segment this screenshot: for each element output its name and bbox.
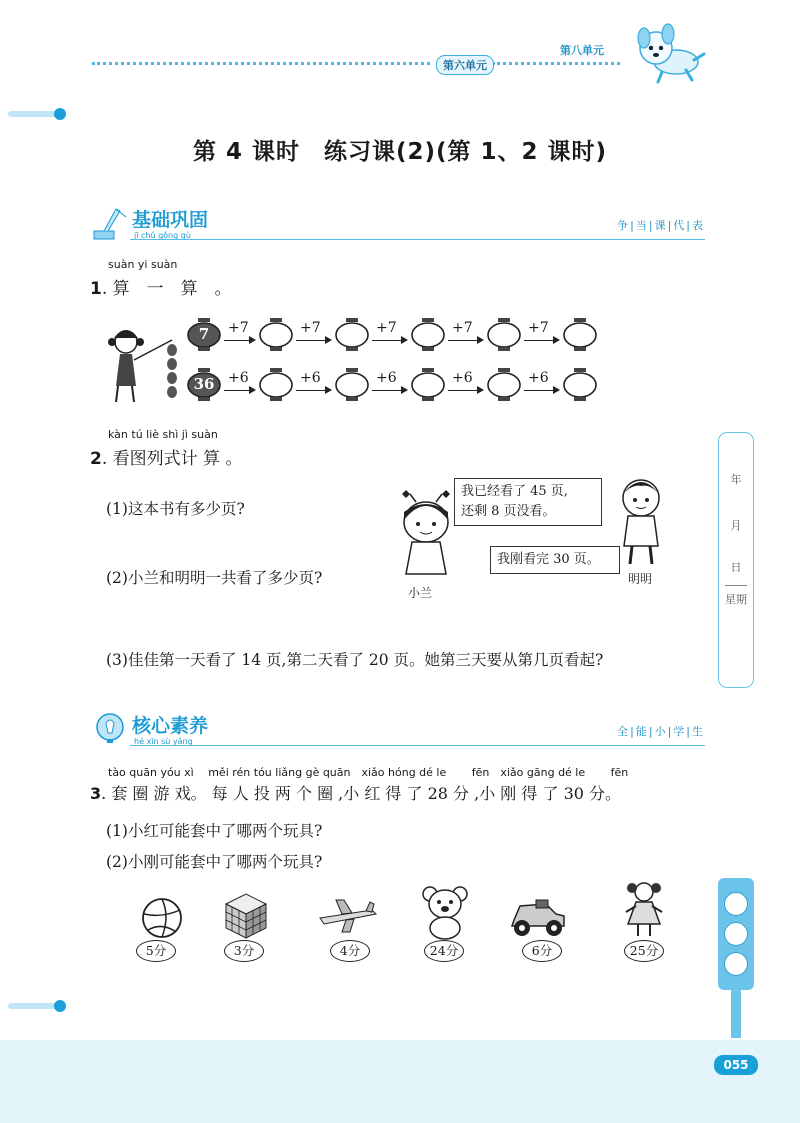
q2-number: 2	[90, 449, 102, 469]
bottom-band	[0, 1040, 800, 1123]
lantern-blank[interactable]	[258, 318, 294, 350]
lantern-start	[186, 368, 222, 400]
traffic-light-icon	[718, 878, 754, 990]
toy-car-icon	[506, 894, 570, 938]
q3-sub-1: (1)小红可能套中了哪两个玩具?	[106, 822, 323, 840]
q1-number: 1	[90, 279, 102, 299]
traffic-light-pole	[731, 990, 741, 1038]
traffic-light-lamp	[724, 922, 748, 946]
unit-tag: 第六单元	[436, 55, 494, 75]
date-box	[718, 432, 754, 688]
lantern-blank[interactable]	[334, 318, 370, 350]
step-arrow	[224, 340, 254, 341]
date-month: 月	[730, 519, 742, 532]
name-xiaolan: 小兰	[408, 586, 433, 600]
step-operator: +7	[300, 320, 321, 336]
page-title: 第 4 课时 练习课(2)(第 1、2 课时)	[192, 139, 608, 165]
section-header-basic	[90, 205, 705, 245]
q2-sub-3: (3)佳佳第一天看了 14 页,第二天看了 20 页。她第三天要从第几页看起?	[106, 651, 604, 669]
traffic-light-lamp	[724, 952, 748, 976]
doll-icon	[622, 878, 666, 940]
crane-icon	[90, 205, 130, 241]
date-week: 星期	[725, 593, 747, 606]
unit-eight-label: 第八单元	[560, 44, 604, 57]
section-pinyin-core: hé xīn sù yǎng	[134, 737, 193, 746]
step-operator: +7	[452, 320, 473, 336]
step-arrow	[296, 390, 330, 391]
step-operator: +7	[376, 320, 397, 336]
left-sidebar-dot-bottom	[54, 1000, 66, 1012]
left-sidebar-dot-top	[54, 108, 66, 120]
lantern-blank[interactable]	[410, 368, 446, 400]
name-mingming: 明明	[628, 572, 653, 586]
bubble-xiaolan-line2: 还剩 8 页没看。	[461, 504, 556, 520]
step-arrow	[296, 340, 330, 341]
left-sidebar-bar-top	[8, 111, 60, 117]
q2-sub-2: (2)小兰和明明一共看了多少页?	[106, 569, 323, 587]
section-underline	[130, 745, 705, 746]
lantern-blank[interactable]	[334, 368, 370, 400]
lantern-blank[interactable]	[562, 368, 598, 400]
step-arrow	[524, 340, 558, 341]
puppy-mascot-icon	[632, 20, 708, 88]
q3-sub-2: (2)小刚可能套中了哪两个玩具?	[106, 853, 323, 871]
section-motto-core: 全|能|小|学|生	[617, 725, 705, 738]
step-arrow	[448, 340, 482, 341]
boy-mingming-icon	[606, 474, 676, 570]
page-number: 055	[714, 1055, 758, 1075]
step-operator: +6	[228, 370, 249, 386]
q2-text	[90, 444, 242, 469]
score-volleyball: 5分	[136, 940, 176, 962]
bubble-xiaolan-line1: 我已经看了 45 页,	[461, 484, 568, 499]
volleyball-icon	[140, 896, 184, 940]
lantern-blank[interactable]	[410, 318, 446, 350]
q1-text	[90, 274, 232, 299]
section-pinyin-basic: jī chǔ gǒng gù	[134, 231, 191, 240]
q3-prompt: . 套 圈 游 戏。 每 人 投 两 个 圈 ,小 红 得 了 28 分 ,小 刚 得 了 30 分。	[101, 784, 622, 803]
lantern-blank[interactable]	[562, 318, 598, 350]
q1-prompt: . 算 一 算 。	[101, 279, 232, 299]
bubble-mingming-text: 我刚看完 30 页。	[497, 552, 600, 567]
lightbulb-icon	[92, 711, 128, 747]
lantern-blank[interactable]	[258, 368, 294, 400]
q2-sub-1: (1)这本书有多少页?	[106, 500, 245, 518]
header-dotted-line-left	[92, 62, 430, 65]
lantern-start-number: 7	[198, 325, 210, 343]
date-day: 日	[730, 561, 742, 574]
step-operator: +6	[452, 370, 473, 386]
airplane-icon	[316, 896, 378, 936]
step-arrow	[372, 340, 406, 341]
teddy-bear-icon	[420, 884, 470, 940]
score-rubiks-cube: 3分	[224, 940, 264, 962]
section-title-basic: 基础巩固	[132, 209, 209, 231]
girl-with-lanterns-icon	[104, 320, 182, 408]
step-operator: +6	[528, 370, 549, 386]
q3-text	[90, 781, 621, 804]
step-arrow	[448, 390, 482, 391]
date-year: 年	[730, 473, 742, 486]
q1-pinyin: suàn yi suàn	[108, 258, 178, 271]
header-dotted-line-right	[492, 62, 620, 65]
lantern-blank[interactable]	[486, 318, 522, 350]
lantern-start	[186, 318, 222, 350]
section-motto-basic: 争|当|课|代|表	[617, 219, 705, 232]
score-airplane: 4分	[330, 940, 370, 962]
step-arrow	[372, 390, 406, 391]
q2-prompt: . 看图列式计 算 。	[101, 449, 243, 469]
date-divider	[725, 585, 747, 586]
q2-pinyin: kàn tú liè shì jì suàn	[108, 428, 218, 441]
rubiks-cube-icon	[220, 890, 272, 940]
section-header-core	[90, 711, 705, 751]
speech-bubble-xiaolan	[454, 478, 602, 526]
left-sidebar-bar-bottom	[8, 1003, 60, 1009]
speech-bubble-mingming	[490, 546, 620, 574]
step-operator: +7	[228, 320, 249, 336]
lantern-blank[interactable]	[486, 368, 522, 400]
section-title-core: 核心素养	[132, 715, 209, 737]
step-operator: +6	[376, 370, 397, 386]
q3-number: 3	[90, 784, 102, 803]
score-toy-car: 6分	[522, 940, 562, 962]
step-operator: +6	[300, 370, 321, 386]
score-teddy-bear: 24分	[424, 940, 464, 962]
section-underline	[130, 239, 705, 240]
q3-pinyin: tào quān yóu xì měi rén tóu liǎng gè quān xiǎo hóng dé le fēn xiǎo gāng dé le fēn	[108, 766, 629, 779]
step-arrow	[524, 390, 558, 391]
step-operator: +7	[528, 320, 549, 336]
score-doll: 25分	[624, 940, 664, 962]
traffic-light-lamp	[724, 892, 748, 916]
step-arrow	[224, 390, 254, 391]
lantern-start-number: 36	[193, 375, 215, 393]
